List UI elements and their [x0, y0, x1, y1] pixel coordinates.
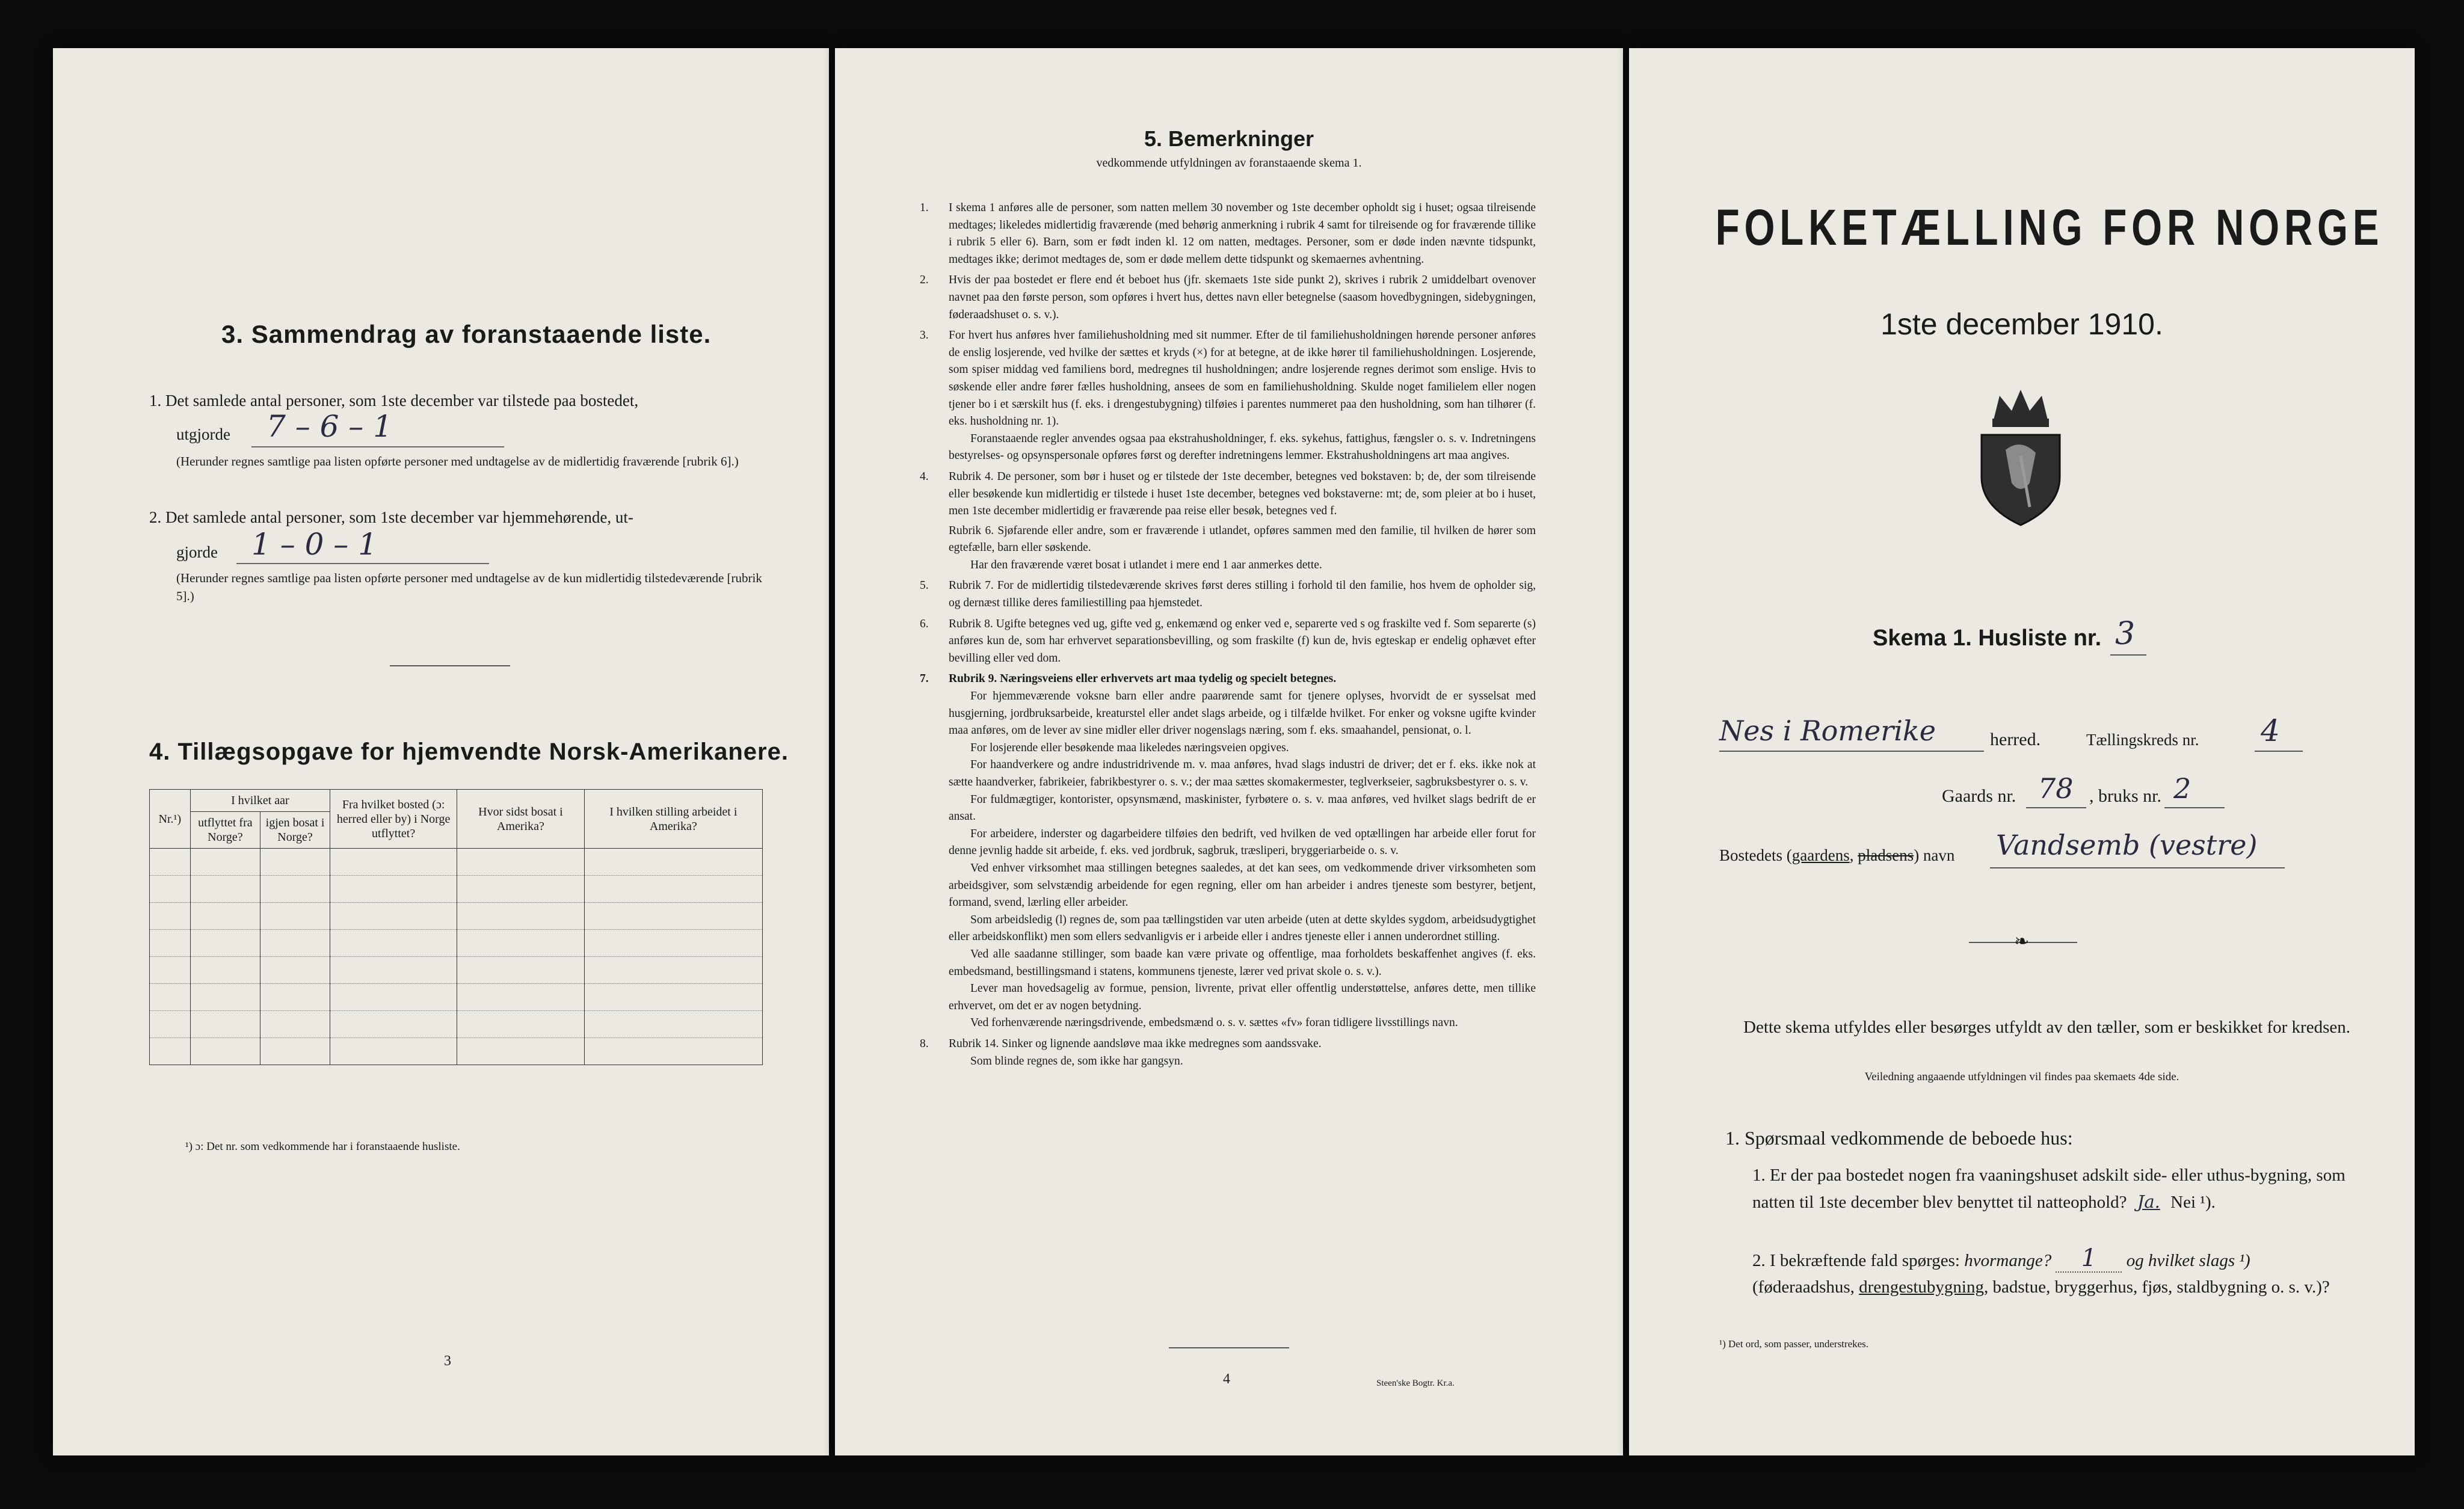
question-1 — [1752, 1162, 2384, 1215]
bruks-line — [2164, 807, 2225, 808]
page-middle — [835, 48, 1623, 1455]
table-row — [150, 930, 763, 957]
section-4-title: 4. Tillægsopgave for hjemvendte Norsk-Amerikanere. — [149, 739, 789, 765]
page-left — [53, 48, 829, 1455]
table-row — [150, 876, 763, 903]
coat-of-arms-icon — [1970, 378, 2072, 528]
remark-4: Rubrik 4. De personer, som bør i huset og er tilstede der 1ste december, betegnes ved bokstaven: b; de, der som tilreisende eller besøkende kun midlertidig er tilstede i huset 1ste december, betegnes ved bokstaverne: mt; de, som pleier at bo i huset, men 1ste december midlertidig er fraværende paa reise eller besøk, betegnes ved f. — [949, 470, 1536, 518]
table-row — [150, 849, 763, 876]
herred-value: Nes i Romerike — [1719, 715, 1936, 747]
question-2-b: og hvilket slags ¹) — [2126, 1251, 2250, 1270]
item-1-handwritten-value: 7 – 6 – 1 — [266, 409, 393, 444]
question-1-text: 1. Er der paa bostedet nogen fra vaaningshuset adskilt side- eller uthus-bygning, som natten til 1ste december blev benyttet til natteophold? — [1752, 1166, 2345, 1212]
printer-mark: Steen'ske Bogtr. Kr.a. — [1376, 1378, 1455, 1388]
table-row — [150, 1038, 763, 1065]
question-2 — [1752, 1245, 2384, 1300]
form-title: FOLKETÆLLING FOR NORGE — [1715, 199, 2384, 256]
gaards-label: Gaards nr. — [1942, 786, 2016, 806]
question-2-c: (føderaadshus, — [1752, 1277, 1855, 1297]
col-igjen-bosat: igjen bosat i Norge? — [260, 812, 330, 849]
remark-3b: Foranstaaende regler anvendes ogsaa paa ekstrahusholdninger, f. eks. sykehus, fattighus, fængsler o. s. v. Indretningens bestyrelses- og opsynspersonale opføres først og derefter indretningens lemmer. Ekstrahusholdningens art maa angives. — [949, 432, 1536, 463]
col-stilling: I hvilken stilling arbeidet i Amerika? — [584, 790, 762, 849]
section-divider — [390, 665, 510, 666]
item-2-prefix: gjorde — [176, 543, 218, 561]
table-row — [150, 1011, 763, 1038]
bosted-label: Bostedets (gaardens, pladsens) navn — [1719, 846, 1955, 864]
bosted-label-a: Bostedets ( — [1719, 846, 1792, 864]
bruks-number: 2 — [2173, 772, 2191, 805]
remark-7d: For fuldmægtiger, kontorister, opsynsmænd, maskinister, fyrbøtere o. s. v. maa anføres, ved hvilket slags bedrift de er ansat. — [949, 793, 1536, 823]
remark-4b: Rubrik 6. Sjøfarende eller andre, som er fraværende i utlandet, opføres sammen med den familie, til hvilken de hører som egtefælle, barn eller søskende. — [949, 524, 1536, 555]
table-row — [150, 984, 763, 1011]
kreds-number: 4 — [2261, 713, 2280, 748]
remark-7a: For hjemmeværende voksne barn eller andre paarørende samt for tjenere oplyses, hvorvidt de er sysselsat med husgjerning, jordbruksarbeide, kreaturstel eller andet slags arbeide, og i tilfælde hvilket. For enker og voksne ugifte kvinder maa anføres, om de lever av sine midler eller driver nogenslags næring, som f. eks. smaahandel, pensionat, o. l. — [949, 690, 1536, 737]
herred-label: herred. — [1990, 730, 2041, 749]
item-2-line — [236, 563, 489, 564]
col-sidst-bosat: Hvor sidst bosat i Amerika? — [457, 790, 584, 849]
page-number: 4 — [1223, 1371, 1230, 1387]
remark-8b: Som blinde regnes de, som ikke har gangsyn. — [970, 1054, 1183, 1068]
kreds-line — [2255, 751, 2303, 752]
husliste-number: 3 — [2115, 616, 2136, 652]
remarks-subtitle: vedkommende utfyldningen av foranstaaende skema 1. — [1096, 156, 1362, 170]
bosted-line — [1990, 867, 2285, 868]
census-date: 1ste december 1910. — [1880, 307, 2163, 341]
col-group-year: I hvilket aar — [190, 790, 330, 812]
question-2-hvormange: hvormange? — [1964, 1251, 2052, 1270]
norsk-amerikanere-table — [149, 789, 763, 1065]
remark-7f: Ved enhver virksomhet maa stillingen betegnes saaledes, at det kan sees, om vedkommende driver virksomheten som arbeidsgiver, som selvstændig arbeidende for egen regning, eller om han arbeider i andres tjeneste som bestyrer, betjent, formand, svend, lærling eller arbeider. — [949, 861, 1536, 909]
bosted-label-b: ) navn — [1914, 846, 1955, 864]
remark-4c: Har den fraværende været bosat i utlandet i mere end 1 aar anmerkes dette. — [970, 558, 1322, 571]
remark-7e: For arbeidere, inderster og dagarbeidere tilføies den bedrift, ved hvilken de ved optællingen har arbeide eller forut for denne jevnlig hadde sit arbeide, f. eks. ved jordbruk, sagbruk, træsliperi, bryggeriarbeide o. s. v. — [949, 827, 1536, 858]
page-right — [1629, 48, 2415, 1455]
remark-5: Rubrik 7. For de midlertidig tilstedeværende skrives først deres stilling i forhold til den familie, hos hvem de opholder sig, og dernæst tillike deres familiestilling paa hjemstedet. — [949, 579, 1536, 610]
section-3-title: 3. Sammendrag av foranstaaende liste. — [221, 320, 712, 348]
gaards-line — [2026, 807, 2086, 808]
intro-text: Dette skema utfyldes eller besørges utfyldt av den tæller, som er beskikket for kredsen. — [1743, 1018, 2350, 1037]
table-row — [150, 903, 763, 930]
kreds-label: Tællingskreds nr. — [2086, 731, 2199, 749]
table-footnote: ¹) ɔ: Det nr. som vedkommende har i foranstaaende husliste. — [185, 1140, 460, 1153]
item-2-note: (Herunder regnes samtlige paa listen opførte personer med undtagelse av de kun midlertidig tilstedeværende [rubrik 5].) — [176, 571, 762, 603]
remarks-body: 1. I skema 1 anføres alle de personer, som natten mellem 30 november og 1ste december opholdt sig i huset; ogsaa tilreisende medtages; likeledes midlertidig fraværende (med behørig anmerkning i rubrik 4 samt for tilreisende og for fraværende tillike i rubrik 5 eller 6). Barn, som er født inden kl. 12 om natten, medtages. Personer, som er døde inden nævnte tidspunkt, medtages ikke; derimot medtages de, som er døde mellem dette tidspunkt og skemaernes avhentning. 2. Hvis der paa bostedet er flere end ét beboet hus (jfr. skemaets 1ste side punkt 2), skrives i rubrik 2 umiddelbart ovenover navnet paa den første person, som opføres i hvert hus, dettes navn eller betegnelse (saasom hovedbygningen, sidebygningen, føderaadshuset o. s. v.). 3. For hvert hus anføres hver familiehusholdning med sit nummer. Efter de til familiehusholdningen hørende personer anføres de enslig losjerende, ved hvilke der sættes et kryds (×) for at betegne, at de ikke hører til familiehusholdningen. Losjerende, som spiser middag ved familiens bord, medregnes til husholdningen; andre losjerende regnes derimot som enslige. Hvis to søskende eller andre fører fælles husholdning, ansees de som en familiehusholdning. Skulde noget familielem eller nogen tjener bo i et særskilt hus (f. eks. i drengestubygning) tilføies i parentes nummeret paa den husholdning, som han tilhører (f. eks. husholdning nr. 1). Foranstaaende regler anvendes ogsaa paa ekstrahusholdninger, f. eks. sykehus, fattighus, fængsler o. s. v. Indretningens bestyrelses- og opsynspersonale opføres først og derefter indretningens lemmer. Ekstrahusholdningens art maa angives. 4. Rubrik 4. De personer, som bør i huset og er tilstede der 1ste december, betegnes ved bokstaven: b; de, der som tilreisende eller besøkende kun midlertidig er tilstede i huset 1ste december, betegnes ved bokstaverne: mt; de, som pleier at bo i huset, men 1ste december midlertidig er fraværende paa reise eller besøk, betegnes ved f. Rubrik 6. Sjøfarende eller andre, som er fraværende i utlandet, opføres sammen med den familie, til hvilken de hører som egtefælle, barn eller søskende. Har den fraværende været bosat i utlandet i mere end 1 aar anmerkes dette. 5. Rubrik 7. For de midlertidig tilstedeværende skrives først deres stilling i forhold til den familie, hos hvem de opholder sig, og dernæst tillike deres familiestilling paa hjemstedet. 6. Rubrik 8. Ugifte betegnes ved ug, gifte ved g, enkemænd og enker ved e, separerte ved s og fraskilte ved f. Som separerte (s) anføres kun de, som har erhvervet separationsbevilling, og som fraskilte (f) kun de, hvis egteskap er endelig ophævet efter bevilling eller ved dom. 7. Rubrik 9. Næringsveiens eller erhvervets art maa tydelig og specielt betegnes. For hjemmeværende voksne barn eller andre paarørende samt for tjenere oplyses, hvorvidt de er sysselsat med husgjerning, jordbruksarbeide, kreaturstel eller andet slags arbeide, og i tilfælde hvilket. For enker og voksne ugifte kvinder maa anføres, om de lever av sine midler eller driver nogenslags næring, som f. eks. smaahandel, pensionat, o. l. For losjerende eller besøkende maa likeledes næringsveien opgives. For haandverkere og andre industridrivende m. v. maa anføres, hvad slags industri de driver; det er f. eks. ikke nok at sætte haandverker, fabrikeier, fabrikbestyrer o. s. v.; der maa sættes skomakermester, teglverkseier, sagbruksbestyrer o. s. v. For fuldmægtiger, kontorister, opsynsmænd, maskinister, fyrbøtere o. s. v. maa anføres, ved hvilket slags bedrift de er ansat. For arbeidere, inderster og dagarbeidere tilføies den bedrift, ved hvilken de ved optællingen har arbeide eller forut for denne jevnlig hadde sit arbeide, f. eks. ved jordbruk, sagbruk, træsliperi, bryggeriarbeide o. s. v. Ved enhver virksomhet maa stillingen betegnes saaledes, at det kan sees, om vedkommende driver virksomheten som arbeidsgiver, som selvstændig arbeidende for egen regning, eller om han arbeider i andres tjeneste som bestyrer, betjent, formand, svend, lærling eller arbeider. Som arbeidsledig (l) regnes de, som paa tællingstiden var uten arbeide (uten at dette skyldes sygdom, arbeidsudygtighet eller arbeidskonflikt) men som ellers sedvanligvis er i arbeide eller i andres tjeneste eller i annen underordnet stilling. Ved alle saadanne stillinger, som baade kan være private og offentlige, maa forholdets beskaffenhet angives (f. eks. embedsmand, bestillingsmand i statens, kommunens tjeneste, lærer ved privat skole o. s. v.). Lever man hovedsagelig av formue, pension, livrente, privat eller offentlig understøttelse, anføres dette, men tillike erhvervet, om det er av nogen betydning. Ved forhenværende næringsdrivende, embedsmænd o. s. v. sættes «fv» foran tidligere livsstillings navn. 8. Rubrik 14. Sinker og lignende aandsløve maa ikke medregnes som aandssvake. Som blinde regnes de, som ikke har gangsyn. — [934, 200, 1536, 1070]
herred-line — [1719, 751, 1984, 752]
col-nr: Nr.¹) — [150, 790, 191, 849]
col-utflyttet: utflyttet fra Norge? — [190, 812, 260, 849]
item-2-text: 2. Det samlede antal personer, som 1ste december var hjemmehørende, ut- — [149, 508, 633, 526]
ornament-icon: ❧ — [2014, 932, 2030, 951]
question-2-answer: 1 — [2056, 1245, 2122, 1273]
remark-7h: Ved alle saadanne stillinger, som baade kan være private og offentlige, maa forholdets beskaffenhet angives (f. eks. embedsmand, bestillingsmand i statens, kommunens tjeneste, lærer ved privat skole o. s. v.). — [949, 947, 1536, 978]
remark-7b: For losjerende eller besøkende maa likeledes næringsveien opgives. — [970, 741, 1289, 754]
item-2-handwritten-value: 1 – 0 – 1 — [251, 527, 378, 562]
remark-8: Rubrik 14. Sinker og lignende aandsløve maa ikke medregnes som aandssvake. — [949, 1037, 1322, 1050]
remark-7i: Lever man hovedsagelig av formue, pension, livrente, privat eller offentlig understøttelse, anføres dette, men tillike erhvervet, om det er av nogen betydning. — [949, 982, 1536, 1012]
table-row — [150, 957, 763, 984]
footnote: ¹) Det ord, som passer, understrekes. — [1719, 1338, 1869, 1350]
question-1-nei: Nei ¹). — [2170, 1193, 2216, 1212]
questions-header: 1. Spørsmaal vedkommende de beboede hus: — [1725, 1127, 2073, 1149]
bosted-gaardens: gaardens — [1791, 846, 1850, 864]
remark-7: Rubrik 9. Næringsveiens eller erhvervets art maa tydelig og specielt betegnes. — [949, 672, 1337, 686]
remark-1: I skema 1 anføres alle de personer, som natten mellem 30 november og 1ste december opholdt sig i huset; ogsaa tilreisende medtages; likeledes midlertidig fraværende (med behørig anmerkning i rubrik 4 samt for tilreisende og for fraværende tillike i rubrik 5 eller 6). Barn, som er født inden kl. 12 om natten, medtages. Personer, som er døde inden nævnte tidspunkt, medtages ikke; derimot medtages de, som er døde mellem dette tidspunkt og skemaernes avhentning. — [949, 201, 1536, 266]
skema-label: Skema 1. Husliste nr. — [1873, 625, 2102, 651]
col-bosted: Fra hvilket bosted (ɔ: herred eller by) i Norge utflyttet? — [330, 790, 457, 849]
bottom-divider — [1169, 1347, 1289, 1348]
item-1-line — [251, 446, 504, 447]
gaards-number: 78 — [2038, 772, 2074, 805]
item-1-prefix: utgjorde — [176, 425, 230, 443]
husliste-line — [2110, 654, 2146, 656]
bosted-value: Vandsemb (vestre) — [1996, 829, 2258, 861]
veiledning: Veiledning angaaende utfyldningen vil findes paa skemaets 4de side. — [1864, 1071, 2179, 1083]
item-1-note: (Herunder regnes samtlige paa listen opførte personer med undtagelse av de midlertidig fraværende [rubrik 6].) — [176, 454, 739, 469]
question-2-a: 2. I bekræftende fald spørges: — [1752, 1251, 1960, 1270]
item-1-text: 1. Det samlede antal personer, som 1ste december var tilstede paa bostedet, — [149, 392, 639, 410]
remark-7c: For haandverkere og andre industridrivende m. v. maa anføres, hvad slags industri de driver; det er f. eks. ikke nok at sætte haandverker, fabrikeier, fabrikbestyrer o. s. v.; der maa sættes skomakermester, teglverkseier, sagbruksbestyrer o. s. v. — [949, 758, 1536, 788]
title-wrap — [1629, 198, 2415, 257]
remark-2: Hvis der paa bostedet er flere end ét beboet hus (jfr. skemaets 1ste side punkt 2), skrives i rubrik 2 umiddelbart ovenover navnet paa den første person, som opføres i hvert hus, dettes navn eller betegnelse (saasom hovedbygningen, sidebygningen, føderaadshuset o. s. v.). — [949, 274, 1536, 321]
remark-7g: Som arbeidsledig (l) regnes de, som paa tællingstiden var uten arbeide (uten at dette skyldes sygdom, arbeidsudygtighet eller arbeidskonflikt) men som ellers sedvanligvis er i arbeide eller i andres tjeneste eller i annen underordnet stilling. — [949, 913, 1536, 944]
bosted-pladsens: pladsens — [1858, 846, 1914, 864]
question-1-ja: Ja. — [2137, 1191, 2160, 1212]
page-number: 3 — [444, 1353, 451, 1369]
question-2-d: , badstue, bryggerhus, fjøs, staldbygning o. s. v.)? — [1983, 1277, 2330, 1297]
remark-6: Rubrik 8. Ugifte betegnes ved ug, gifte ved g, enkemænd og enker ved e, separerte ved s og fraskilte ved f. Som separerte (s) anføres kun de, som har erhvervet separationsbevilling, og som fraskilte (f) kun de, hvis egteskap er endelig ophævet efter bevilling eller ved dom. — [949, 617, 1536, 665]
remark-3: For hvert hus anføres hver familiehusholdning med sit nummer. Efter de til familiehusholdningen hørende personer anføres de enslig losjerende, ved hvilke der sættes et kryds (×) for at betegne, at de ikke hører til familiehusholdningen. Losjerende, som spiser middag ved familiens bord, medregnes til husholdningen; andre losjerende regnes derimot som enslige. Hvis to søskende eller andre fører fælles husholdning, ansees de som en familiehusholdning. Skulde noget familielem eller nogen tjener bo i et særskilt hus (f. eks. i drengestubygning) tilføies i parentes nummeret paa den husholdning, som han tilhører (f. eks. husholdning nr. 1). — [949, 329, 1536, 428]
bruks-label: , bruks nr. — [2089, 786, 2161, 806]
remark-7j: Ved forhenværende næringsdrivende, embedsmænd o. s. v. sættes «fv» foran tidligere livsstillings navn. — [970, 1016, 1458, 1030]
remarks-title: 5. Bemerkninger — [1144, 126, 1314, 151]
question-2-drengestu: drengestubygning — [1859, 1277, 1984, 1297]
